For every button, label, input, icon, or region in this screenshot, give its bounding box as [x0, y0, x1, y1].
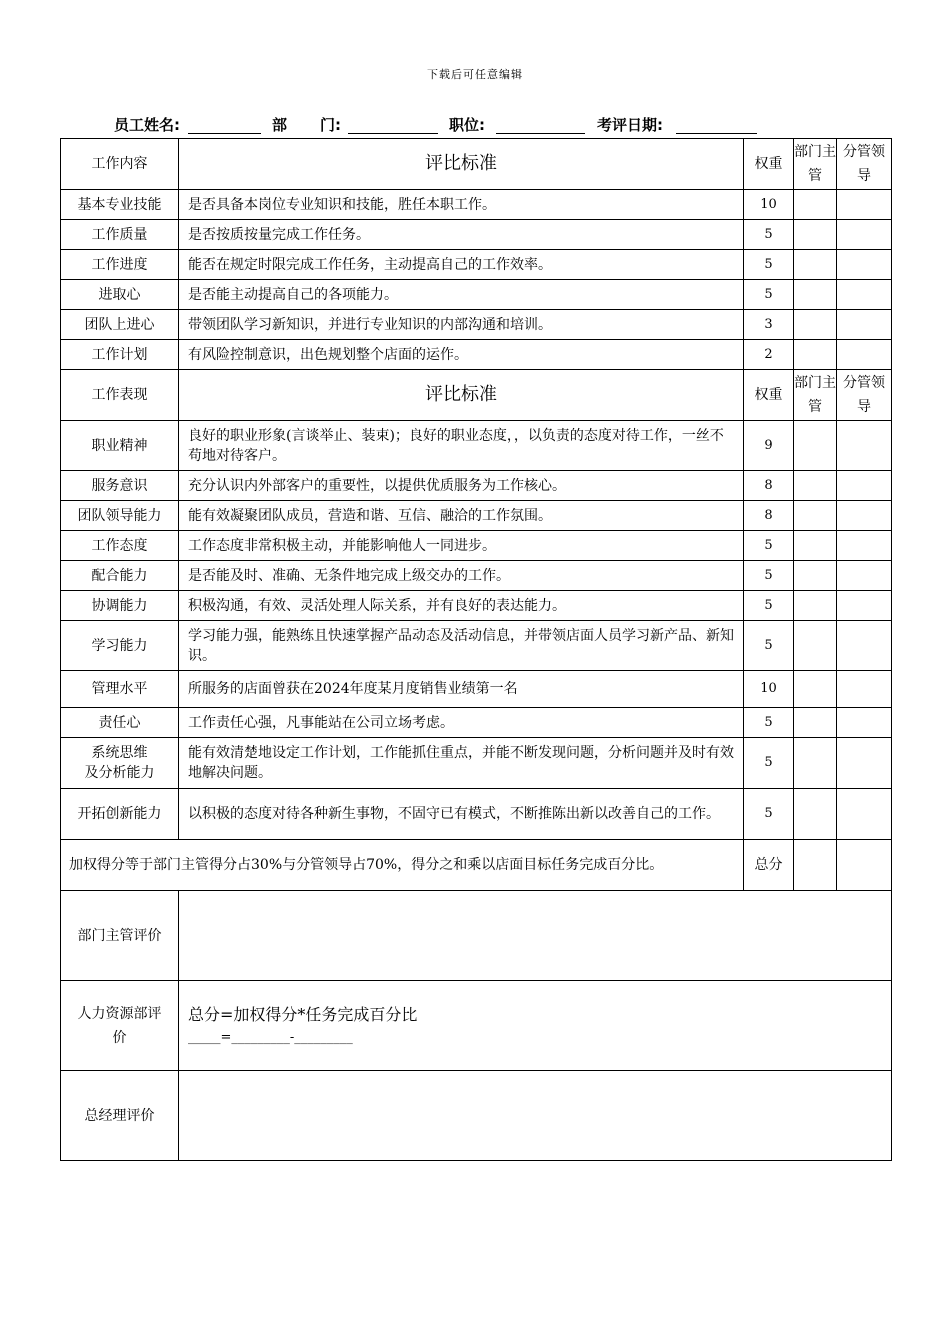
table-row [61, 561, 892, 591]
weight-cell: 5 [744, 591, 794, 621]
weight-cell: 5 [744, 621, 794, 671]
evaluation-table [60, 138, 892, 1161]
standard-cell: 以积极的态度对待各种新生事物，不固守已有模式，不断推陈出新以改善自己的工作。 [179, 789, 744, 840]
item-cell: 基本专业技能 [61, 190, 179, 220]
item-cell: 工作态度 [61, 531, 179, 561]
col-work-performance: 工作表现 [61, 370, 179, 421]
leader-score-cell[interactable] [837, 708, 892, 738]
weight-cell: 8 [744, 471, 794, 501]
manager-score-cell[interactable] [794, 220, 837, 250]
hr-eval-label [61, 981, 179, 1071]
header-note: 下载后可任意编辑 [427, 68, 523, 81]
table-row [61, 220, 892, 250]
manager-score-cell[interactable] [794, 250, 837, 280]
position-field[interactable] [496, 133, 585, 134]
hr-eval-row [61, 981, 892, 1071]
section1-header-row [61, 139, 892, 190]
leader-score-cell[interactable] [837, 789, 892, 840]
manager-score-cell[interactable] [794, 789, 837, 840]
manager-score-cell[interactable] [794, 708, 837, 738]
leader-score-cell[interactable] [837, 190, 892, 220]
weight-cell: 9 [744, 421, 794, 471]
manager-score-cell[interactable] [794, 501, 837, 531]
dept-label: 部 [272, 116, 288, 134]
standard-cell: 是否按质按量完成工作任务。 [179, 220, 744, 250]
col-work-content: 工作内容 [61, 139, 179, 190]
leader-score-cell[interactable] [837, 421, 892, 471]
standard-cell: 是否能及时、准确、无条件地完成上级交办的工作。 [179, 561, 744, 591]
table-row [61, 310, 892, 340]
item-cell: 协调能力 [61, 591, 179, 621]
manager-score-cell[interactable] [794, 591, 837, 621]
weight-cell: 2 [744, 340, 794, 370]
table-row [61, 708, 892, 738]
weight-cell: 10 [744, 671, 794, 708]
item-cell: 配合能力 [61, 561, 179, 591]
item-cell: 学习能力 [61, 621, 179, 671]
table-row [61, 591, 892, 621]
item-cell: 团队上进心 [61, 310, 179, 340]
item-line: 及分析能力 [84, 765, 155, 781]
item-cell: 工作计划 [61, 340, 179, 370]
standard-cell: 所服务的店面曾获在2024年度某月度销售业绩第一名 [179, 671, 744, 708]
hr-eval-field[interactable] [179, 981, 892, 1071]
col-standard: 评比标准 [179, 139, 744, 190]
manager-score-cell[interactable] [794, 738, 837, 789]
leader-score-cell[interactable] [837, 250, 892, 280]
col-weight: 权重 [744, 139, 794, 190]
weight-cell: 8 [744, 501, 794, 531]
table-row [61, 190, 892, 220]
date-label: 考评日期: [597, 116, 663, 134]
col-division-leader: 分管领导 [837, 370, 892, 421]
dept-label-2: 门: [320, 116, 341, 134]
manager-score-cell[interactable] [794, 421, 837, 471]
leader-score-cell[interactable] [837, 531, 892, 561]
weight-cell: 5 [744, 220, 794, 250]
total-row [61, 840, 892, 891]
gm-eval-row [61, 1071, 892, 1161]
leader-score-cell[interactable] [837, 561, 892, 591]
standard-cell: 是否具备本岗位专业知识和技能，胜任本职工作。 [179, 190, 744, 220]
item-cell: 团队领导能力 [61, 501, 179, 531]
weight-cell: 5 [744, 738, 794, 789]
total-label: 总分 [744, 840, 794, 891]
table-row [61, 280, 892, 310]
dept-field[interactable] [348, 133, 438, 134]
leader-score-cell[interactable] [837, 738, 892, 789]
standard-cell: 良好的职业形象(言谈举止、装束)；良好的职业态度，，以负责的态度对待工作，一丝不苟地对待客户。 [179, 421, 744, 471]
manager-score-cell[interactable] [794, 310, 837, 340]
table-row [61, 671, 892, 708]
standard-cell: 能有效凝聚团队成员，营造和谐、互信、融洽的工作氛围。 [179, 501, 744, 531]
table-row [61, 738, 892, 789]
weight-cell: 5 [744, 789, 794, 840]
standard-cell: 能否在规定时限完成工作任务，主动提高自己的工作效率。 [179, 250, 744, 280]
table-row [61, 471, 892, 501]
table-row [61, 250, 892, 280]
leader-score-cell[interactable] [837, 471, 892, 501]
standard-cell: 能有效清楚地设定工作计划，工作能抓住重点，并能不断发现问题，分析问题并及时有效地解决问题。 [179, 738, 744, 789]
item-cell: 责任心 [61, 708, 179, 738]
weight-cell: 10 [744, 190, 794, 220]
standard-cell: 积极沟通，有效、灵活处理人际关系，并有良好的表达能力。 [179, 591, 744, 621]
leader-score-cell[interactable] [837, 501, 892, 531]
gm-eval-label: 总经理评价 [61, 1071, 179, 1161]
manager-score-cell[interactable] [794, 280, 837, 310]
table-row [61, 501, 892, 531]
table-row [61, 789, 892, 840]
table-row [61, 531, 892, 561]
leader-score-cell[interactable] [837, 671, 892, 708]
manager-eval-label: 部门主管评价 [61, 891, 179, 981]
standard-cell: 带领团队学习新知识，并进行专业知识的内部沟通和培训。 [179, 310, 744, 340]
item-cell: 管理水平 [61, 671, 179, 708]
col-dept-manager: 部门主管 [794, 370, 837, 421]
position-label: 职位: [449, 116, 485, 134]
weight-cell: 5 [744, 250, 794, 280]
leader-score-cell[interactable] [837, 621, 892, 671]
col-dept-manager: 部门主管 [794, 139, 837, 190]
hr-formula: 总分=加权得分*任务完成百分比 [188, 1004, 418, 1024]
manager-score-cell[interactable] [794, 190, 837, 220]
standard-cell: 工作态度非常积极主动，并能影响他人一同进步。 [179, 531, 744, 561]
item-cell: 工作进度 [61, 250, 179, 280]
weight-cell: 3 [744, 310, 794, 340]
manager-score-cell[interactable] [794, 531, 837, 561]
col-division-leader: 分管领导 [837, 139, 892, 190]
item-cell: 职业精神 [61, 421, 179, 471]
gm-eval-field[interactable] [179, 1071, 892, 1161]
section2-header-row [61, 370, 892, 421]
item-cell: 进取心 [61, 280, 179, 310]
leader-score-cell[interactable] [837, 220, 892, 250]
leader-score-cell[interactable] [837, 310, 892, 340]
manager-score-cell[interactable] [794, 471, 837, 501]
table-row [61, 340, 892, 370]
hr-eval-label-text: 人力资源部评价 [77, 1005, 162, 1046]
manager-score-cell[interactable] [794, 621, 837, 671]
name-field[interactable] [188, 133, 261, 134]
standard-cell: 充分认识内外部客户的重要性，以提供优质服务为工作核心。 [179, 471, 744, 501]
total-manager-cell[interactable] [794, 840, 837, 891]
name-label: 员工姓名: [114, 116, 180, 134]
col-weight: 权重 [744, 370, 794, 421]
weight-cell: 5 [744, 531, 794, 561]
hr-formula-blank[interactable]: _____=_________-_________ [188, 1029, 353, 1045]
item-line: 系统思维 [91, 745, 148, 761]
leader-score-cell[interactable] [837, 340, 892, 370]
item-cell: 服务意识 [61, 471, 179, 501]
manager-eval-row [61, 891, 892, 981]
standard-cell: 学习能力强，能熟练且快速掌握产品动态及活动信息，并带领店面人员学习新产品、新知识。 [179, 621, 744, 671]
item-cell [61, 738, 179, 789]
manager-score-cell[interactable] [794, 561, 837, 591]
table-row [61, 621, 892, 671]
standard-cell: 是否能主动提高自己的各项能力。 [179, 280, 744, 310]
col-standard: 评比标准 [179, 370, 744, 421]
weight-cell: 5 [744, 708, 794, 738]
table-row [61, 421, 892, 471]
manager-eval-field[interactable] [179, 891, 892, 981]
manager-score-cell[interactable] [794, 340, 837, 370]
leader-score-cell[interactable] [837, 591, 892, 621]
item-cell: 开拓创新能力 [61, 789, 179, 840]
date-field[interactable] [676, 133, 757, 134]
manager-score-cell[interactable] [794, 671, 837, 708]
weighting-note: 加权得分等于部门主管得分占30%与分管领导占70%，得分之和乘以店面目标任务完成百分比。 [61, 840, 744, 891]
standard-cell: 有风险控制意识，出色规划整个店面的运作。 [179, 340, 744, 370]
weight-cell: 5 [744, 280, 794, 310]
total-leader-cell[interactable] [837, 840, 892, 891]
weight-cell: 5 [744, 561, 794, 591]
leader-score-cell[interactable] [837, 280, 892, 310]
standard-cell: 工作责任心强，凡事能站在公司立场考虑。 [179, 708, 744, 738]
item-cell: 工作质量 [61, 220, 179, 250]
